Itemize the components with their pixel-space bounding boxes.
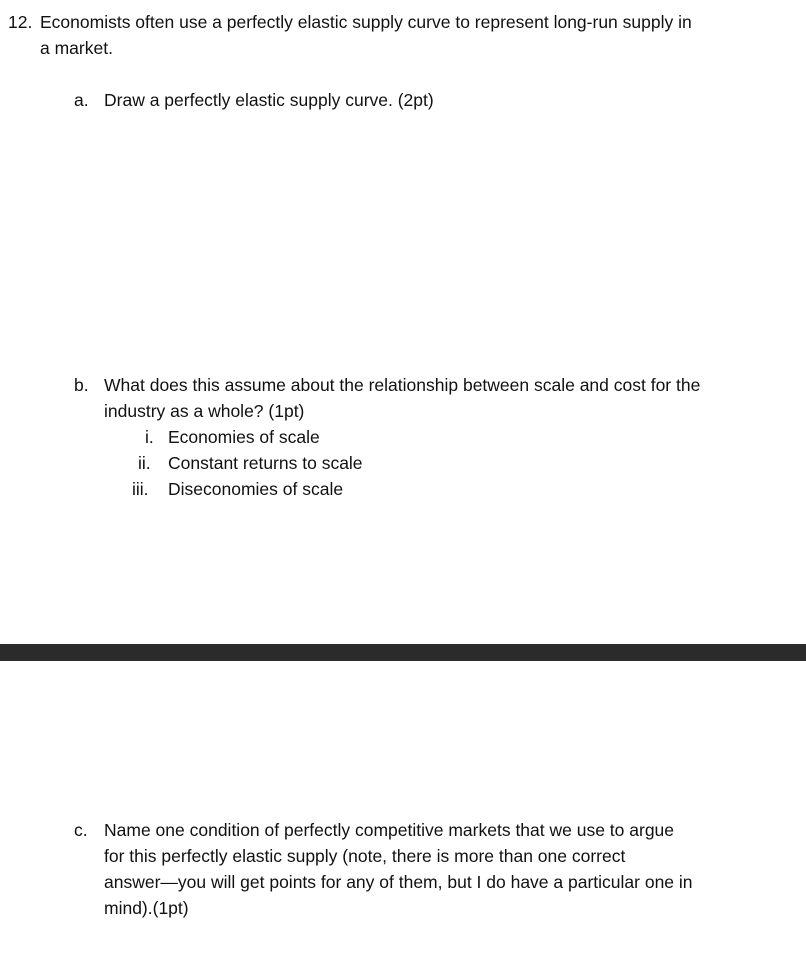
part-b-text-line-1: What does this assume about the relationship between scale and cost for the (104, 375, 701, 395)
part-c-text-line-4: mind).(1pt) (104, 898, 189, 918)
option-text: Constant returns to scale (168, 453, 363, 473)
page-divider (0, 644, 806, 661)
part-c-text-line-1: Name one condition of perfectly competitive markets that we use to argue (104, 820, 675, 840)
question-text-line-1: Economists often use a perfectly elastic supply curve to represent long-run supply in (40, 12, 692, 32)
part-c-text-line-3: answer—you will get points for any of them, but I do have a particular one in (104, 872, 693, 892)
part-c-text-line-2: for this perfectly elastic supply (note, there is more than one correct (104, 846, 626, 866)
option-text: Diseconomies of scale (168, 479, 344, 499)
part-a-label: a. (74, 90, 89, 110)
option-label: iii. (132, 479, 149, 499)
part-a-text: Draw a perfectly elastic supply curve. (2pt) (104, 90, 434, 110)
option-text: Economies of scale (168, 427, 320, 447)
question-text-line-2: a market. (40, 38, 113, 58)
part-c-label: c. (74, 820, 88, 840)
part-b-text-line-2: industry as a whole? (1pt) (104, 401, 305, 421)
option-label: i. (145, 427, 154, 447)
option-label: ii. (138, 453, 151, 473)
question-number: 12. (8, 12, 33, 32)
part-b-label: b. (74, 375, 89, 395)
